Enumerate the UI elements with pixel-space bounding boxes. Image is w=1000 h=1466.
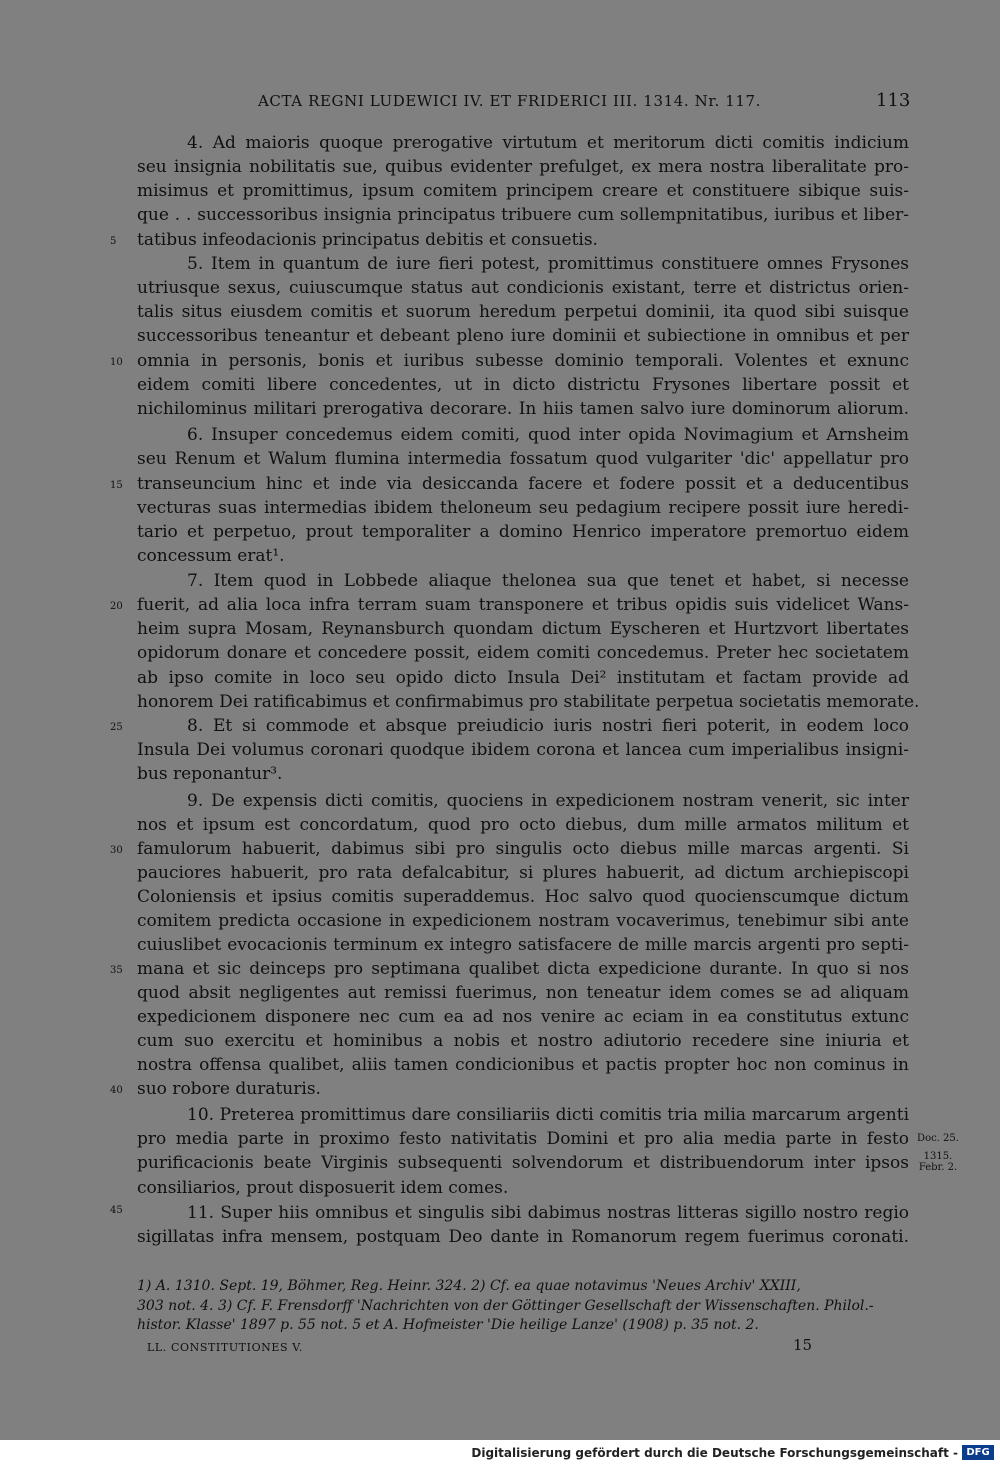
text-line: seu Renum et Walum flumina intermedia fossatum quod vulgariter 'dic' appellatur pro bbox=[137, 449, 909, 469]
text-line: transeuncium hinc et inde via desiccanda facere et fodere possit et a deducentibus bbox=[137, 474, 909, 494]
text-line: nichilominus militari prerogativa decorare. In hiis tamen salvo iure dominorum aliorum. bbox=[137, 399, 909, 419]
text-line: concessum erat¹. bbox=[137, 546, 285, 566]
text-line: sigillatas infra mensem, postquam Deo dante in Romanorum regem fuerimus coronati. bbox=[137, 1227, 909, 1247]
sheet-number: 15 bbox=[793, 1336, 813, 1354]
text-line: tario et perpetuo, prout temporaliter a domino Henrico imperatore premortuo eidem bbox=[137, 522, 909, 542]
text-line: 6. Insuper concedemus eidem comiti, quod inter opida Novimagium et Arnsheim bbox=[187, 425, 909, 445]
text-line: 7. Item quod in Lobbede aliaque thelonea sua que tenet et habet, si necesse bbox=[187, 571, 909, 591]
text-line: heim supra Mosam, Reynansburch quondam dictum Eyscheren et Hurtzvort libertates bbox=[137, 619, 909, 639]
line-number: 30 bbox=[110, 845, 123, 856]
margin-note-doc: Doc. 25. bbox=[917, 1133, 959, 1144]
text-line: pauciores habuerit, pro rata defalcabitur, si plures habuerit, ad dictum archiepiscopi bbox=[137, 863, 909, 883]
line-number: 35 bbox=[110, 965, 123, 976]
dfg-logo[interactable]: DFG bbox=[962, 1445, 994, 1460]
text-line: successoribus teneantur et debeant pleno iure dominii et subiectione in omnibus et per bbox=[137, 326, 909, 346]
text-line: suo robore duraturis. bbox=[137, 1079, 321, 1099]
text-line: utriusque sexus, cuiuscumque status aut condicionis existant, terre et districtus orien- bbox=[137, 278, 909, 298]
text-line: famulorum habuerit, dabimus sibi pro singulis octo diebus mille marcas argenti. Si bbox=[137, 839, 909, 859]
signature-line: LL. CONSTITUTIONES V. bbox=[147, 1341, 303, 1354]
text-line: eidem comiti libere concedentes, ut in dicto districtu Frysones libertare possit et bbox=[137, 375, 909, 395]
digitization-footer bbox=[0, 1440, 1000, 1466]
text-line: omnia in personis, bonis et iuribus subesse dominio temporali. Volentes et exnunc bbox=[137, 351, 909, 371]
text-line: comitem predicta occasione in expedicionem nostram vocaverimus, tenebimur sibi ante bbox=[137, 911, 909, 931]
footnote-line: 303 not. 4. 3) Cf. F. Frensdorff 'Nachrichten von der Göttinger Gesellschaft der Wissenschaften. Philol.- bbox=[137, 1298, 874, 1314]
text-line: misimus et promittimus, ipsum comitem principem creare et constituere sibique suis- bbox=[137, 181, 909, 201]
text-line: expedicionem disponere nec cum ea ad nos venire ac eciam in ea constitutus extunc bbox=[137, 1007, 909, 1027]
text-line: tatibus infeodacionis principatus debitis et consuetis. bbox=[137, 230, 598, 250]
text-line: nostra offensa qualibet, aliis tamen condicionibus et pactis propter hoc non cominus in bbox=[137, 1055, 909, 1075]
text-line: 4. Ad maioris quoque prerogative virtutum et meritorum dicti comitis indicium bbox=[187, 133, 909, 153]
text-line: fuerit, ad alia loca infra terram suam transponere et tribus opidis suis videlicet Wans- bbox=[137, 595, 909, 615]
margin-note-date: Febr. 2. bbox=[918, 1162, 958, 1173]
text-line: purificacionis beate Virginis subsequenti solvendorum et distribuendorum inter ipsos bbox=[137, 1153, 909, 1173]
running-title: ACTA REGNI LUDEWICI IV. ET FRIDERICI III. 1314. Nr. 117. bbox=[258, 92, 762, 110]
text-line: opidorum donare et concedere possit, eidem comiti concedemus. Preter hec societatem bbox=[137, 643, 909, 663]
line-number: 45 bbox=[110, 1205, 123, 1216]
footer-credit: Digitalisierung gefördert durch die Deutsche Forschungsgemeinschaft - bbox=[471, 1446, 958, 1460]
text-line: quod absit negligentes aut remissi fuerimus, non teneatur idem comes se ad aliquam bbox=[137, 983, 909, 1003]
footnote-line: 1) A. 1310. Sept. 19, Böhmer, Reg. Heinr. 324. 2) Cf. ea quae notavimus 'Neues Archiv' XXIII, bbox=[137, 1278, 801, 1294]
line-number: 15 bbox=[110, 480, 123, 491]
text-line: mana et sic deinceps pro septimana qualibet dicta expedicione durante. In quo si nos bbox=[137, 959, 909, 979]
text-line: nos et ipsum est concordatum, quod pro octo diebus, dum mille armatos militum et bbox=[137, 815, 909, 835]
line-number: 20 bbox=[110, 601, 123, 612]
text-line: cum suo exercitu et hominibus a nobis et nostro adiutorio recedere sine iniuria et bbox=[137, 1031, 909, 1051]
page-header bbox=[0, 92, 1000, 116]
text-line: que . . successoribus insignia principatus tribuere cum sollempnitatibus, iuribus et liber- bbox=[137, 205, 909, 225]
text-line: 8. Et si commode et absque preiudicio iuris nostri fieri poterit, in eodem loco bbox=[187, 716, 909, 736]
text-line: vecturas suas intermedias ibidem theloneum seu pedagium recipere possit iure heredi- bbox=[137, 498, 909, 518]
margin-note-year: 1315. bbox=[923, 1151, 953, 1162]
text-line: cuiuslibet evocacionis terminum ex integro satisfacere de mille marcis argenti pro septi- bbox=[137, 935, 909, 955]
text-line: 5. Item in quantum de iure fieri potest, promittimus constituere omnes Frysones bbox=[187, 254, 909, 274]
line-number: 5 bbox=[110, 236, 117, 247]
line-number: 10 bbox=[110, 357, 123, 368]
text-line: 10. Preterea promittimus dare consiliariis dicti comitis tria milia marcarum argenti bbox=[187, 1105, 909, 1125]
text-line: honorem Dei ratificabimus et confirmabimus pro stabilitate perpetua societatis memorate. bbox=[137, 692, 920, 712]
line-number: 40 bbox=[110, 1085, 123, 1096]
text-line: bus reponantur³. bbox=[137, 764, 283, 784]
page-number: 113 bbox=[876, 90, 911, 111]
text-line: talis situs eiusdem comitis et suorum heredum perpetui dominii, ita quod sibi suisque bbox=[137, 302, 909, 322]
text-line: consiliarios, prout disposuerit idem comes. bbox=[137, 1178, 509, 1198]
footnote-line: histor. Klasse' 1897 p. 55 not. 5 et A. Hofmeister 'Die heilige Lanze' (1908) p. 35 not. 2. bbox=[137, 1317, 759, 1333]
text-line: 11. Super hiis omnibus et singulis sibi dabimus nostras litteras sigillo nostro regio bbox=[187, 1203, 909, 1223]
text-line: Coloniensis et ipsius comitis superaddemus. Hoc salvo quod quocienscumque dictum bbox=[137, 887, 909, 907]
line-number: 25 bbox=[110, 722, 123, 733]
text-line: 9. De expensis dicti comitis, quociens in expedicionem nostram venerit, sic inter bbox=[187, 791, 909, 811]
text-line: Insula Dei volumus coronari quodque ibidem corona et lancea cum imperialibus insigni- bbox=[137, 740, 909, 760]
text-line: ab ipso comite in loco seu opido dicto Insula Dei² institutam et factam provide ad bbox=[137, 668, 909, 688]
text-line: pro media parte in proximo festo nativitatis Domini et pro alia media parte in festo bbox=[137, 1129, 909, 1149]
text-line: seu insignia nobilitatis sue, quibus evidenter prefulget, ex mera nostra liberalitate pro- bbox=[137, 157, 909, 177]
